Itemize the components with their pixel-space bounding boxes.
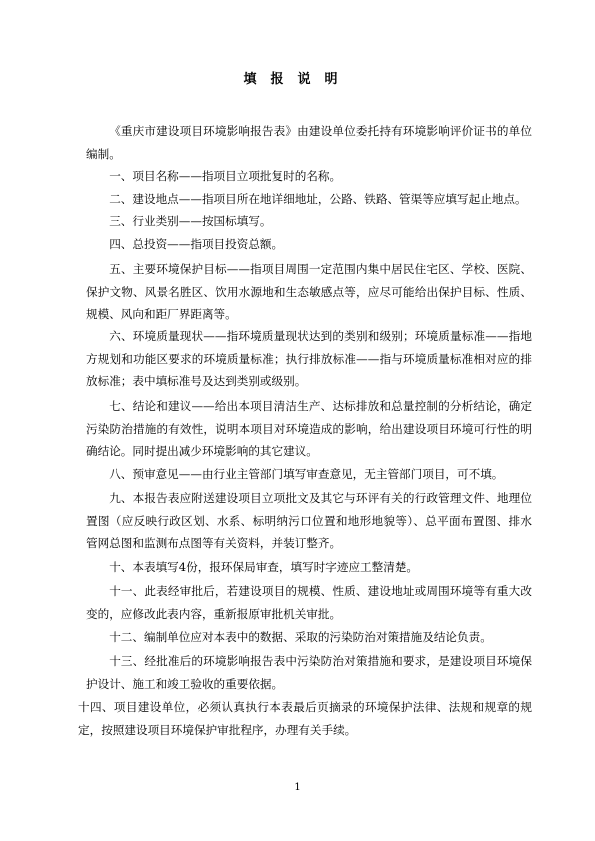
page-title: 填报说明 xyxy=(243,72,352,87)
paragraph-item-5: 五、主要环境保护目标——指项目周围一定范围内集中居民住宅区、学校、医院、保护文物、风景名胜区、饮用水源地和生态敏感点等，应尽可能给出保护目标、性质、规模、风向和距厂界距离等。 xyxy=(86,262,532,321)
paragraph-item-10: 十、本表填写4份，报环保局审查，填写时字迹应工整清楚。 xyxy=(109,560,419,574)
paragraph-item-6: 六、环境质量现状——指环境质量现状达到的类别和级别；环境质量标准——指地方规划和功能区要求的环境质量标准；执行排放标准——指与环境质量标准相对应的排放标准；表中填标准号及达到类别或级别。 xyxy=(86,329,532,388)
paragraph-item-9: 九、本报告表应附送建设项目立项批文及其它与环评有关的行政管理文件、地理位置图（应反映行政区划、水系、标明纳污口位置和地形地貌等）、总平面布置图、排水管网总图和监测布点图等有关资料，并装订整齐。 xyxy=(86,491,532,550)
paragraph-item-13: 十三、经批准后的环境影响报告表中污染防治对策措施和要求，是建设项目环境保护设计、施工和竣工验收的重要依据。 xyxy=(86,654,532,691)
paragraph-item-3: 三、行业类别——按国标填写。 xyxy=(109,214,272,228)
paragraph-item-8: 八、预审意见——由行业主管部门填写审查意见，无主管部门项目，可不填。 xyxy=(109,467,504,481)
paragraph-item-11: 十一、此表经审批后，若建设项目的规模、性质、建设地址或周围环境等有重大改变的，应修改此表内容，重新报原审批机关审批。 xyxy=(86,584,532,621)
paragraph-item-7: 七、结论和建议——给出本项目清洁生产、达标排放和总量控制的分析结论，确定污染防治措施的有效性，说明本项目对环境造成的影响，给出建设项目环境可行性的明确结论。同时提出减少环境影响的其它建议。 xyxy=(86,399,532,458)
paragraph-item-1: 一、项目名称——指项目立项批复时的名称。 xyxy=(109,169,342,183)
paragraph-item-14: 十四、项目建设单位，必须认真执行本表最后页摘录的环境保护法律、法规和规章的规定，按照建设项目环境保护审批程序，办理有关手续。 xyxy=(78,700,532,737)
paragraph-item-12: 十二、编制单位应对本表中的数据、采取的污染防治对策措施及结论负责。 xyxy=(109,630,492,644)
page-number: 1 xyxy=(294,782,301,793)
paragraph-intro: 《重庆市建设项目环境影响报告表》由建设单位委托持有环境影响评价证书的单位编制。 xyxy=(86,124,532,161)
paragraph-item-2: 二、建设地点——指项目所在地详细地址，公路、铁路、管渠等应填写起止地点。 xyxy=(109,192,527,206)
paragraph-item-4: 四、总投资——指项目投资总额。 xyxy=(109,237,284,251)
